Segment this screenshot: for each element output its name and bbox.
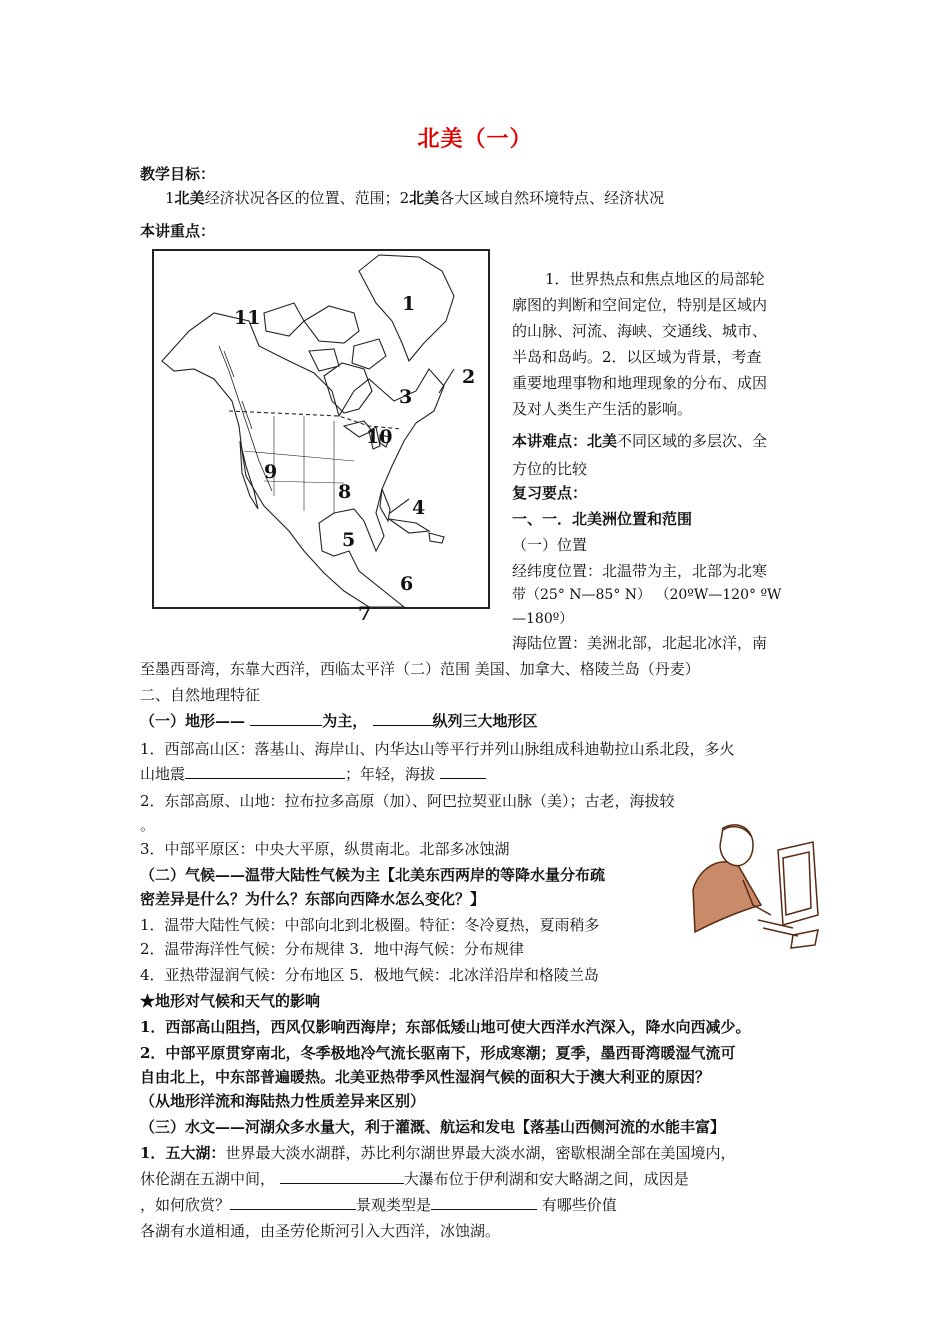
map-label-9: 9 — [264, 461, 278, 483]
lakes-line-2 — [140, 1168, 689, 1189]
climate-heading — [140, 864, 605, 885]
climate-b: 【北美东西两岸的等降水量分布疏 — [380, 866, 606, 884]
lakes-1b: 世界最大淡水湖群，苏比利尔湖世界最大淡水湖，密歇根湖全部在美国境内， — [225, 1144, 736, 1162]
natural-heading: 二、自然地理特征 — [140, 686, 261, 704]
terrain-c: 纵列三大地形区 — [432, 712, 538, 730]
difficulty-term: 北美 — [587, 432, 618, 450]
side-line-6: 及对人类生产生活的影响。 — [512, 400, 693, 418]
side-line-1: 1．世界热点和焦点地区的局部轮 — [545, 270, 765, 288]
mainland-outline — [162, 313, 444, 607]
map-label-11: 11 — [234, 307, 261, 329]
goals-term-1: 北美 — [174, 189, 205, 207]
impact-2a: 2．中部平原贯穿南北，冬季极地冷气流长驱南下，形成寒潮；夏季，墨西哥湾暖湿气流可 — [140, 1044, 736, 1062]
label-2-pointer — [439, 369, 454, 393]
caribbean-outline — [389, 519, 444, 543]
lakes-line-4: 各湖有水道相通，由圣劳伦斯河引入大西洋，冰蚀湖。 — [140, 1222, 501, 1240]
lakes-2b: 大瀑布位于伊利湖和安大略湖之间，成因是 — [403, 1170, 689, 1188]
page-title: 北美（一） — [417, 126, 533, 152]
climate-a: （二）气候——温带大陆性气候为主 — [140, 866, 381, 884]
lakes-line-1 — [140, 1142, 735, 1163]
map-label-1: 1 — [402, 293, 416, 315]
goals-text-1: 经济状况各区的位置、范围；2 — [204, 189, 410, 207]
west-2b: ；年轻，海拔 — [345, 765, 436, 783]
lakes-blank-3[interactable] — [431, 1194, 537, 1210]
west-line-2 — [140, 763, 486, 784]
arctic-islands-outline — [264, 303, 386, 371]
side-line-2: 廓图的判断和空间定位，特别是区域内 — [512, 296, 768, 314]
label-4-pointer — [390, 499, 409, 513]
hydro-heading: （三）水文——河湖众多水量大，利于灌溉、航运和发电【落基山西侧河流的水能丰富】 — [140, 1118, 726, 1136]
map-label-10: 10 — [366, 426, 393, 448]
lakes-blank-2[interactable] — [230, 1194, 356, 1210]
climate-2: 2．温带海洋性气候：分布规律 3．地中海气候：分布规律 — [140, 940, 524, 958]
east-line-1: 2．东部高原、山地：拉布拉多高原（加）、阿巴拉契亚山脉（美）；古老，海拔较 — [140, 792, 675, 810]
goals-number: 1 — [165, 189, 175, 207]
goals-line — [165, 187, 664, 208]
goals-heading: 教学目标： — [140, 165, 216, 183]
goals-term-2: 北美 — [409, 189, 440, 207]
key-points-heading: 本讲重点： — [140, 222, 216, 240]
east-line-2: 。 — [140, 816, 156, 834]
west-blank-2[interactable] — [440, 763, 486, 779]
west-line-1: 1．西部高山区：落基山、海岸山、内华达山等平行并列山脉组成科迪勒拉山系北段，多火 — [140, 740, 735, 758]
latlon-line-3: —180º） — [512, 611, 574, 627]
terrain-b: 为主， — [322, 712, 368, 730]
west-2a: 山地震 — [140, 765, 186, 783]
difficulty-text: 不同区域的多层次、全 — [617, 432, 768, 450]
map-label-3: 3 — [399, 386, 413, 408]
sealand-line-1: 海陆位置：美洲北部，北起北冰洋，南 — [512, 634, 768, 652]
impact-2b: 自由北上，中东部普遍暖热。北美亚热带季风性湿润气候的面积大于澳大利亚的原因？ — [140, 1068, 711, 1086]
climate-4: 4．亚热带湿润气候：分布地区 5．极地气候：北冰洋沿岸和格陵兰岛 — [140, 966, 599, 984]
map-label-7: 7 — [358, 603, 372, 625]
difficulty-label: 本讲难点： — [512, 432, 588, 450]
review-heading: 复习要点： — [512, 484, 588, 502]
hudson-bay-outline — [324, 363, 372, 413]
florida-outline — [380, 489, 390, 521]
central-line: 3．中部平原区：中央大平原，纵贯南北。北部多冰蚀湖 — [140, 840, 510, 858]
side-line-5: 重要地理事物和地理现象的分布、成因 — [512, 374, 768, 392]
lakes-line-3 — [140, 1194, 617, 1215]
lakes-1a: 1．五大湖： — [140, 1144, 226, 1162]
lakes-3a: ，如何欣赏？ — [140, 1196, 231, 1214]
map-label-8: 8 — [338, 481, 352, 503]
position-subheading: （一）位置 — [512, 536, 588, 554]
map-label-4: 4 — [412, 497, 426, 519]
side-line-4: 半岛和岛屿。2．以区域为背景，考查 — [512, 348, 762, 366]
terrain-blank-2[interactable] — [373, 710, 433, 726]
section-1-heading: 一、一．北美洲位置和范围 — [512, 510, 693, 528]
terrain-a: （一）地形—— — [140, 712, 246, 730]
climate-1: 1．温带大陆性气候：中部向北到北极圈。特征：冬冷夏热，夏雨稍多 — [140, 916, 600, 934]
terrain-blank-1[interactable] — [250, 710, 322, 726]
map-label-2: 2 — [462, 366, 476, 388]
map-label-6: 6 — [400, 573, 414, 595]
impact-heading: ★地形对气候和天气的影响 — [140, 992, 321, 1010]
sealand-line-2: 至墨西哥湾，东靠大西洋，西临太平洋（二）范围 美国、加拿大、格陵兰岛（丹麦） — [140, 660, 700, 678]
latlon-line-2: 带（25° N—85° N） （20ºW—120° ºW — [512, 587, 782, 603]
lakes-2a: 休伦湖在五湖中间， — [140, 1170, 276, 1188]
latlon-line-1: 经纬度位置：北温带为主，北部为北寒 — [512, 562, 768, 580]
goals-text-2: 各大区域自然环境特点、经济状况 — [439, 189, 665, 207]
map-label-5: 5 — [342, 529, 356, 551]
terrain-heading — [140, 710, 538, 731]
west-blank-1[interactable] — [185, 763, 345, 779]
impact-1: 1．西部高山阻挡，西风仅影响西海岸；东部低矮山地可使大西洋水汽深入，降水向西减少。 — [140, 1018, 751, 1036]
difficulty-line — [512, 430, 767, 451]
map-outline-svg — [154, 251, 488, 607]
lakes-3b: 景观类型是 — [356, 1196, 432, 1214]
side-line-3: 的山脉、河流、海峡、交通线、城市、 — [512, 322, 768, 340]
north-america-map — [152, 249, 490, 625]
impact-2c: （从地形洋流和海陆热力性质差异来区别） — [140, 1092, 426, 1110]
person-at-computer-illustration — [683, 820, 823, 950]
difficulty-line-2: 方位的比较 — [512, 460, 588, 478]
climate-question: 密差异是什么？为什么？东部向西降水怎么变化？】 — [140, 890, 486, 908]
lakes-blank-1[interactable] — [280, 1168, 404, 1184]
lakes-3c: 有哪些价值 — [537, 1196, 617, 1214]
